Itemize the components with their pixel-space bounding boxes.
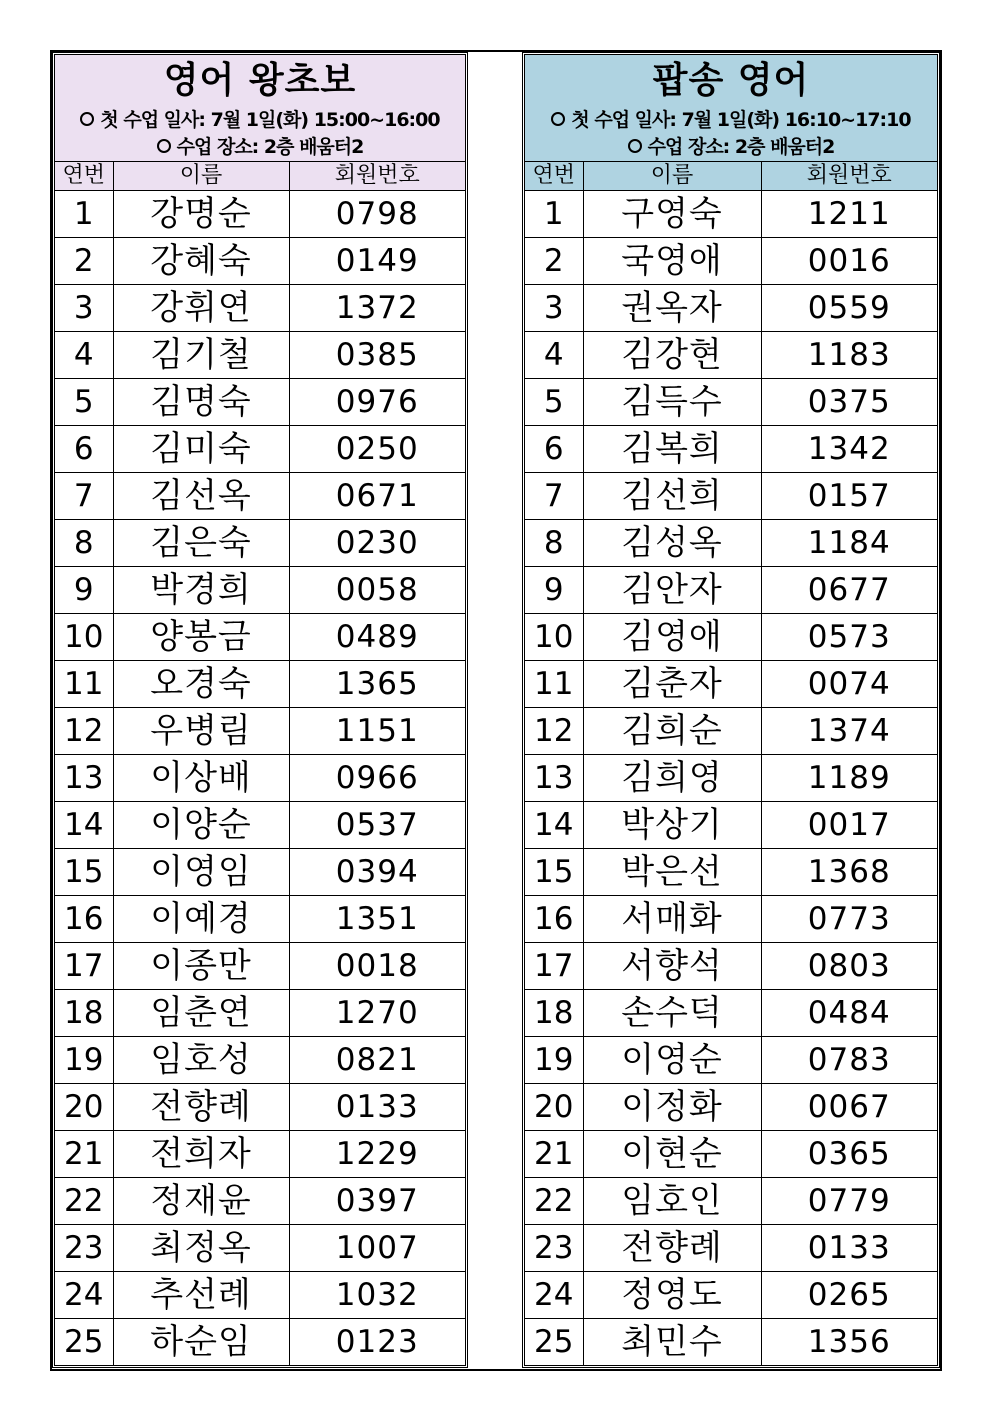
member-name: 김선희 (583, 473, 761, 520)
row-number: 17 (525, 943, 583, 990)
member-name: 김득수 (583, 379, 761, 426)
member-name: 구영숙 (583, 191, 761, 238)
member-name: 김영애 (583, 614, 761, 661)
row-number: 6 (55, 426, 113, 473)
table-row (525, 426, 937, 473)
circle-bullet-icon (551, 112, 565, 126)
table-row (55, 802, 465, 849)
row-number: 18 (525, 990, 583, 1037)
member-name: 권옥자 (583, 285, 761, 332)
member-name: 이현순 (583, 1131, 761, 1178)
member-code: 0018 (289, 943, 465, 990)
row-number: 3 (55, 285, 113, 332)
row-number: 12 (525, 708, 583, 755)
member-name: 이정화 (583, 1084, 761, 1131)
row-number: 25 (525, 1319, 583, 1366)
table-row (525, 1272, 937, 1319)
table-row (55, 1225, 465, 1272)
class-time-text: 첫 수업 일사: 7월 1일(화) 16:10~17:10 (571, 109, 911, 131)
member-code: 0058 (289, 567, 465, 614)
member-name: 강혜숙 (113, 238, 289, 285)
member-name: 전향례 (113, 1084, 289, 1131)
member-code: 0230 (289, 520, 465, 567)
member-code: 1351 (289, 896, 465, 943)
row-number: 23 (525, 1225, 583, 1272)
row-number: 5 (525, 379, 583, 426)
table-row (525, 332, 937, 379)
table-row (55, 473, 465, 520)
member-name: 양봉금 (113, 614, 289, 661)
circle-bullet-icon (80, 112, 94, 126)
circle-bullet-icon (628, 139, 642, 153)
table-row (55, 567, 465, 614)
table-row (525, 708, 937, 755)
row-number: 5 (55, 379, 113, 426)
member-name: 김복희 (583, 426, 761, 473)
table-row (55, 332, 465, 379)
member-code: 0783 (761, 1037, 937, 1084)
row-number: 2 (55, 238, 113, 285)
member-name: 김은숙 (113, 520, 289, 567)
member-name: 강휘연 (113, 285, 289, 332)
class-place-info (55, 134, 465, 161)
row-number: 8 (525, 520, 583, 567)
row-number: 1 (55, 191, 113, 238)
row-number: 22 (55, 1178, 113, 1225)
class-time-info (55, 107, 465, 134)
table-row (55, 896, 465, 943)
member-code: 0149 (289, 238, 465, 285)
row-number: 16 (525, 896, 583, 943)
table-row (55, 708, 465, 755)
class-panel-pop-english (522, 52, 940, 1368)
member-name: 이영순 (583, 1037, 761, 1084)
row-number: 20 (55, 1084, 113, 1131)
circle-bullet-icon (157, 139, 171, 153)
row-number: 25 (55, 1319, 113, 1366)
row-number: 10 (525, 614, 583, 661)
member-rows (525, 191, 937, 1366)
member-code: 0779 (761, 1178, 937, 1225)
member-name: 정영도 (583, 1272, 761, 1319)
row-number: 4 (525, 332, 583, 379)
row-number: 24 (55, 1272, 113, 1319)
member-code: 0157 (761, 473, 937, 520)
member-code: 1007 (289, 1225, 465, 1272)
row-number: 24 (525, 1272, 583, 1319)
member-name: 이상배 (113, 755, 289, 802)
row-number: 2 (525, 238, 583, 285)
row-number: 19 (525, 1037, 583, 1084)
member-name: 이예경 (113, 896, 289, 943)
member-name: 이종만 (113, 943, 289, 990)
class-place-text: 수업 장소: 2층 배움터2 (647, 136, 835, 158)
table-row (525, 755, 937, 802)
header-name: 이름 (113, 162, 289, 191)
member-name: 하순임 (113, 1319, 289, 1366)
table-row (55, 755, 465, 802)
panel-header (55, 55, 465, 162)
member-code: 0074 (761, 661, 937, 708)
member-name: 우병림 (113, 708, 289, 755)
table-row (55, 1178, 465, 1225)
table-row (525, 285, 937, 332)
table-row (55, 1037, 465, 1084)
member-code: 1032 (289, 1272, 465, 1319)
table-row (525, 191, 937, 238)
table-row (55, 990, 465, 1037)
row-number: 15 (525, 849, 583, 896)
member-name: 손수덕 (583, 990, 761, 1037)
table-row (55, 379, 465, 426)
row-number: 16 (55, 896, 113, 943)
table-row (525, 802, 937, 849)
row-number: 9 (525, 567, 583, 614)
member-name: 임호성 (113, 1037, 289, 1084)
member-name: 김안자 (583, 567, 761, 614)
member-table (55, 162, 465, 1365)
member-code: 1229 (289, 1131, 465, 1178)
member-name: 김성옥 (583, 520, 761, 567)
row-number: 9 (55, 567, 113, 614)
row-number: 10 (55, 614, 113, 661)
member-code: 1372 (289, 285, 465, 332)
table-row (525, 943, 937, 990)
member-code: 1374 (761, 708, 937, 755)
row-number: 19 (55, 1037, 113, 1084)
row-number: 13 (525, 755, 583, 802)
header-code: 회원번호 (289, 162, 465, 191)
member-code: 0123 (289, 1319, 465, 1366)
table-row (525, 1178, 937, 1225)
table-row (55, 520, 465, 567)
table-row (525, 1319, 937, 1366)
table-row (525, 520, 937, 567)
row-number: 21 (55, 1131, 113, 1178)
class-panel-basic-english (52, 52, 468, 1368)
member-code: 1151 (289, 708, 465, 755)
member-name: 정재윤 (113, 1178, 289, 1225)
class-place-text: 수업 장소: 2층 배움터2 (176, 136, 364, 158)
row-number: 15 (55, 849, 113, 896)
row-number: 1 (525, 191, 583, 238)
table-row (55, 426, 465, 473)
header-no: 연번 (55, 162, 113, 191)
table-row (55, 943, 465, 990)
row-number: 11 (55, 661, 113, 708)
table-header-row (525, 162, 937, 191)
table-row (55, 285, 465, 332)
member-code: 0016 (761, 238, 937, 285)
header-name: 이름 (583, 162, 761, 191)
member-name: 김명숙 (113, 379, 289, 426)
table-row (525, 849, 937, 896)
member-code: 1356 (761, 1319, 937, 1366)
class-title: 팝송 영어 (652, 60, 810, 101)
header-code: 회원번호 (761, 162, 937, 191)
table-row (525, 1131, 937, 1178)
member-code: 1183 (761, 332, 937, 379)
row-number: 12 (55, 708, 113, 755)
member-code: 0133 (761, 1225, 937, 1272)
row-number: 14 (525, 802, 583, 849)
table-row (55, 1319, 465, 1366)
member-code: 1365 (289, 661, 465, 708)
member-name: 김기철 (113, 332, 289, 379)
table-row (55, 614, 465, 661)
row-number: 13 (55, 755, 113, 802)
member-code: 0677 (761, 567, 937, 614)
table-row (525, 238, 937, 285)
member-name: 박은선 (583, 849, 761, 896)
member-code: 0537 (289, 802, 465, 849)
member-code: 0803 (761, 943, 937, 990)
table-row (55, 1272, 465, 1319)
member-name: 오경숙 (113, 661, 289, 708)
header-no: 연번 (525, 162, 583, 191)
row-number: 20 (525, 1084, 583, 1131)
table-row (55, 849, 465, 896)
member-code: 0821 (289, 1037, 465, 1084)
member-code: 0671 (289, 473, 465, 520)
member-name: 김희순 (583, 708, 761, 755)
table-row (525, 1037, 937, 1084)
table-row (525, 614, 937, 661)
row-number: 4 (55, 332, 113, 379)
member-code: 0798 (289, 191, 465, 238)
member-code: 0365 (761, 1131, 937, 1178)
row-number: 18 (55, 990, 113, 1037)
member-name: 김춘자 (583, 661, 761, 708)
member-code: 1211 (761, 191, 937, 238)
table-row (525, 990, 937, 1037)
row-number: 23 (55, 1225, 113, 1272)
table-row (525, 379, 937, 426)
member-name: 전희자 (113, 1131, 289, 1178)
table-row (525, 567, 937, 614)
member-code: 0250 (289, 426, 465, 473)
row-number: 8 (55, 520, 113, 567)
member-name: 임호인 (583, 1178, 761, 1225)
row-number: 14 (55, 802, 113, 849)
table-row (55, 661, 465, 708)
member-name: 김희영 (583, 755, 761, 802)
table-row (55, 1131, 465, 1178)
member-name: 서매화 (583, 896, 761, 943)
member-name: 박경희 (113, 567, 289, 614)
member-code: 0265 (761, 1272, 937, 1319)
member-name: 최민수 (583, 1319, 761, 1366)
row-number: 11 (525, 661, 583, 708)
table-row (525, 473, 937, 520)
member-name: 임춘연 (113, 990, 289, 1037)
row-number: 7 (55, 473, 113, 520)
row-number: 21 (525, 1131, 583, 1178)
class-time-text: 첫 수업 일사: 7월 1일(화) 15:00~16:00 (100, 109, 440, 131)
member-name: 국영애 (583, 238, 761, 285)
member-name: 최정옥 (113, 1225, 289, 1272)
member-code: 0375 (761, 379, 937, 426)
member-code: 0067 (761, 1084, 937, 1131)
member-table (525, 162, 937, 1365)
member-code: 1270 (289, 990, 465, 1037)
member-code: 1189 (761, 755, 937, 802)
member-code: 0484 (761, 990, 937, 1037)
member-name: 박상기 (583, 802, 761, 849)
member-name: 김강현 (583, 332, 761, 379)
table-header-row (55, 162, 465, 191)
member-code: 1342 (761, 426, 937, 473)
table-row (55, 1084, 465, 1131)
member-code: 0017 (761, 802, 937, 849)
class-title: 영어 왕초보 (163, 60, 357, 101)
table-row (525, 896, 937, 943)
member-code: 0559 (761, 285, 937, 332)
table-row (55, 238, 465, 285)
member-rows (55, 191, 465, 1366)
row-number: 7 (525, 473, 583, 520)
table-row (55, 191, 465, 238)
member-code: 0573 (761, 614, 937, 661)
row-number: 6 (525, 426, 583, 473)
table-row (525, 1225, 937, 1272)
row-number: 17 (55, 943, 113, 990)
member-code: 0394 (289, 849, 465, 896)
member-code: 0489 (289, 614, 465, 661)
table-row (525, 1084, 937, 1131)
member-name: 추선례 (113, 1272, 289, 1319)
table-row (525, 661, 937, 708)
class-place-info (525, 134, 937, 161)
member-code: 0385 (289, 332, 465, 379)
row-number: 3 (525, 285, 583, 332)
member-code: 0397 (289, 1178, 465, 1225)
member-name: 이양순 (113, 802, 289, 849)
row-number: 22 (525, 1178, 583, 1225)
class-time-info (525, 107, 937, 134)
member-name: 김미숙 (113, 426, 289, 473)
panel-header (525, 55, 937, 162)
member-code: 0133 (289, 1084, 465, 1131)
member-name: 이영임 (113, 849, 289, 896)
member-code: 0976 (289, 379, 465, 426)
member-code: 1368 (761, 849, 937, 896)
member-name: 김선옥 (113, 473, 289, 520)
member-code: 0966 (289, 755, 465, 802)
member-name: 서향석 (583, 943, 761, 990)
member-code: 1184 (761, 520, 937, 567)
member-name: 강명순 (113, 191, 289, 238)
member-name: 전향례 (583, 1225, 761, 1272)
member-code: 0773 (761, 896, 937, 943)
